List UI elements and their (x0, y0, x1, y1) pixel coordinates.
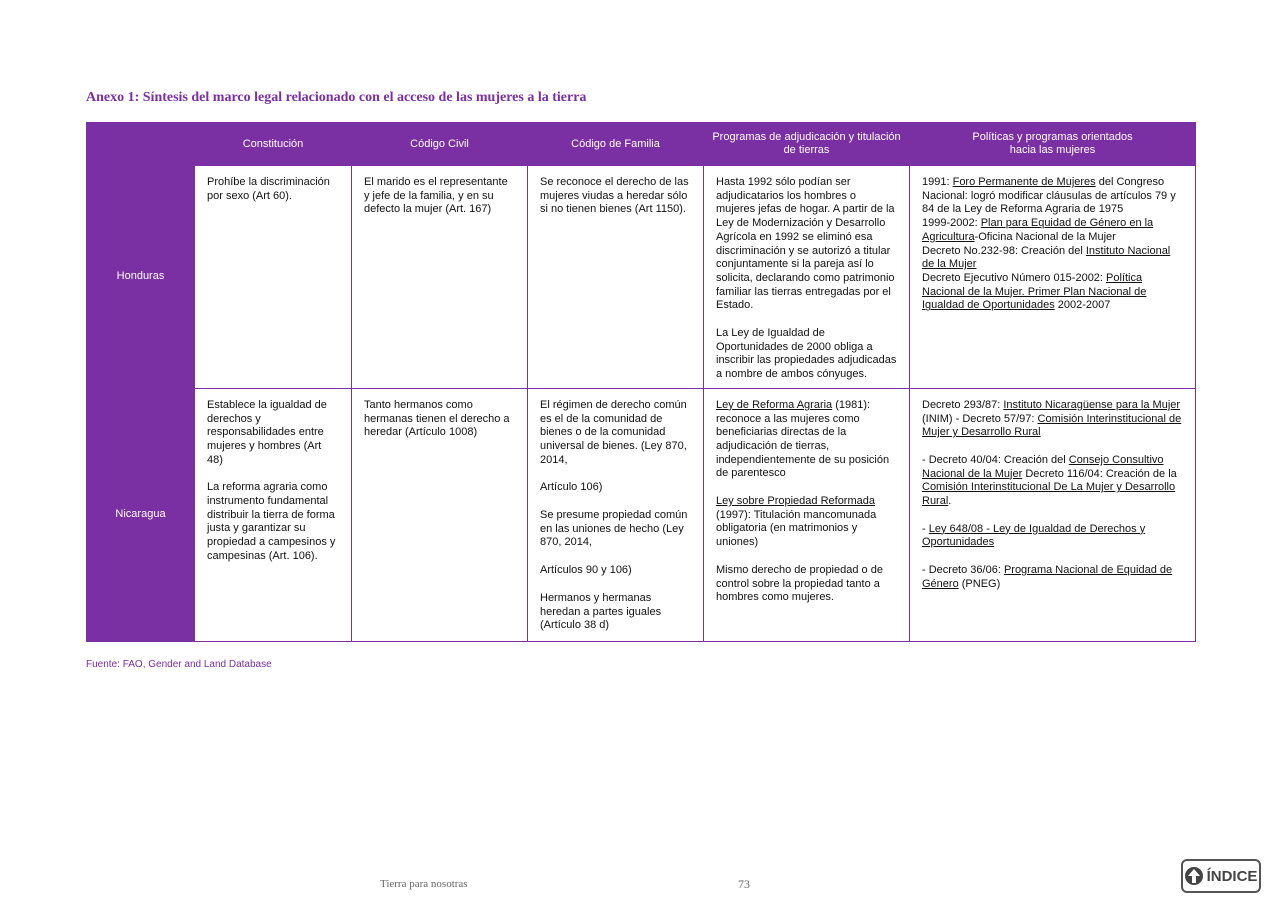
legal-framework-table (86, 122, 1196, 642)
cell-codigo-familia: El régimen de derecho común es el de la comunidad de bienes o de la comunidad universal de bienes. (Ley 870, 2014, Artículo 106) Se presume propiedad común en las uniones de hecho (Ley 870, 2014, Artículos 90 y 106) Hermanos y hermanas heredan a partes iguales (Artículo 38 d) (528, 388, 704, 641)
link-ley-648[interactable]: Ley 648/08 - Ley de Igualdad de Derechos y Oportunidades (922, 522, 1146, 549)
cell-constitucion: Establece la igualdad de derechos y responsabilidades entre mujeres y hombres (Art 48) La reforma agraria como instrumento fundamental distribuir la tierra de forma justa y garantizar su propiedad a campesinos y campesinas (Art. 106). (195, 388, 352, 641)
table-row-honduras (87, 166, 1196, 389)
annex-title: Anexo 1: Síntesis del marco legal relacionado con el acceso de las mujeres a la tierra (86, 90, 587, 105)
header-programas: Programas de adjudicación y titulación de tierras (704, 123, 910, 166)
link-instituto-nacional-mujer[interactable]: Instituto Nacional de la Mujer (922, 244, 1171, 271)
cell-programas: Hasta 1992 sólo podían ser adjudicatarios los hombres o mujeres jefas de hogar. A partir de la Ley de Modernización y Desarrollo Agrícola en 1992 se eliminó esa discriminación y se autorizó a titular conjuntamente si la pareja así lo solicita, declarando como patrimonio familiar las tierras entregadas por el Estado. La Ley de Igualdad de Oportunidades de 2000 obliga a inscribir las propiedades adjudicadas a nombre de ambos cónyuges. (704, 166, 910, 389)
cell-codigo-civil: Tanto hermanos como hermanas tienen el derecho a heredar (Artículo 1008) (352, 388, 528, 641)
link-ley-reforma-agraria[interactable]: Ley de Reforma Agraria (716, 398, 833, 411)
link-comision-interinstitucional[interactable]: Comisión Interinstitucional de Mujer y Desarrollo Rural (922, 412, 1182, 439)
country-label: Honduras (87, 166, 195, 389)
link-politica-nacional-mujer[interactable]: Política Nacional de la Mujer. Primer Plan Nacional de Igualdad de Oportunidades (922, 271, 1147, 312)
cell-codigo-familia: Se reconoce el derecho de las mujeres viudas a heredar sólo si no tienen bienes (Art 1150). (528, 166, 704, 389)
book-title: Tierra para nosotras (380, 878, 468, 890)
arrow-up-icon (1185, 866, 1203, 886)
link-ley-propiedad-reformada[interactable]: Ley sobre Propiedad Reformada (716, 495, 875, 508)
link-programa-equidad[interactable]: Programa Nacional de Equidad de Género (922, 564, 1173, 590)
table-row-nicaragua (87, 388, 1196, 641)
index-button[interactable] (1181, 859, 1261, 893)
header-politicas: Políticas y programas orientados hacia las mujeres (910, 123, 1196, 166)
link-foro-permanente[interactable]: Foro Permanente de Mujeres (952, 176, 1096, 188)
cell-constitucion: Prohíbe la discriminación por sexo (Art 60). (195, 166, 352, 389)
cell-codigo-civil: El marido es el representante y jefe de la familia, y en su defecto la mujer (Art. 167) (352, 166, 528, 389)
link-comision-mujer-desarrollo[interactable]: Comisión Interinstitucional De La Mujer y Desarrollo Rural (922, 481, 1176, 508)
link-plan-equidad[interactable]: Plan para Equidad de Género en la Agricultura (922, 217, 1154, 243)
cell-politicas: Decreto 293/87: Instituto Nicaragüense para la Mujer (INIM) - Decreto 57/97: Comisión Interinstitucional de Mujer y Desarrollo Rural - Decreto 40/04: Creación del Consejo Consultivo Nacional de la Mujer Decreto 116/04: Creación de la Comisión Interinstitucional De La Mujer y Desarrollo Rural. - Ley 648/08 - Ley de Igualdad de Derechos y Oportunidades - Decreto 36/06: Programa Nacional de Equidad de Género (PNEG) (910, 388, 1196, 641)
cell-programas: Ley de Reforma Agraria (1981): reconoce a las mujeres como beneficiarias directas de la adjudicación de tierras, independientemente de su posición de parentesco Ley sobre Propiedad Reformada (1997): Titulación mancomunada obligatoria (en matrimonios y uniones) Mismo derecho de propiedad o de control sobre la propiedad tanto a hombres como mujeres. (704, 388, 910, 641)
cell-politicas: 1991: Foro Permanente de Mujeres del Congreso Nacional: logró modificar cláusulas de artículos 79 y 84 de la Ley de Reforma Agraria de 1975 1999-2002: Plan para Equidad de Género en la Agricultura-Oficina Nacional de la Mujer Decreto No.232-98: Creación del Instituto Nacional de la Mujer Decreto Ejecutivo Número 015-2002: Política Nacional de la Mujer. Primer Plan Nacional de Igualdad de Oportunidades 2002-2007 (910, 166, 1196, 389)
link-inim[interactable]: Instituto Nicaragüense para la Mujer (1003, 398, 1181, 411)
country-label: Nicaragua (87, 388, 195, 641)
link-consejo-consultivo[interactable]: Consejo Consultivo Nacional de la Mujer (922, 453, 1164, 480)
header-codigo-familia: Código de Familia (528, 123, 704, 166)
header-codigo-civil: Código Civil (352, 123, 528, 166)
source-note: Fuente: FAO, Gender and Land Database (86, 659, 272, 670)
header-constitucion: Constitución (195, 123, 352, 166)
header-row (87, 123, 1196, 166)
header-corner (87, 123, 195, 166)
page-number: 73 (738, 877, 750, 891)
index-label: ÍNDICE (1206, 867, 1258, 885)
